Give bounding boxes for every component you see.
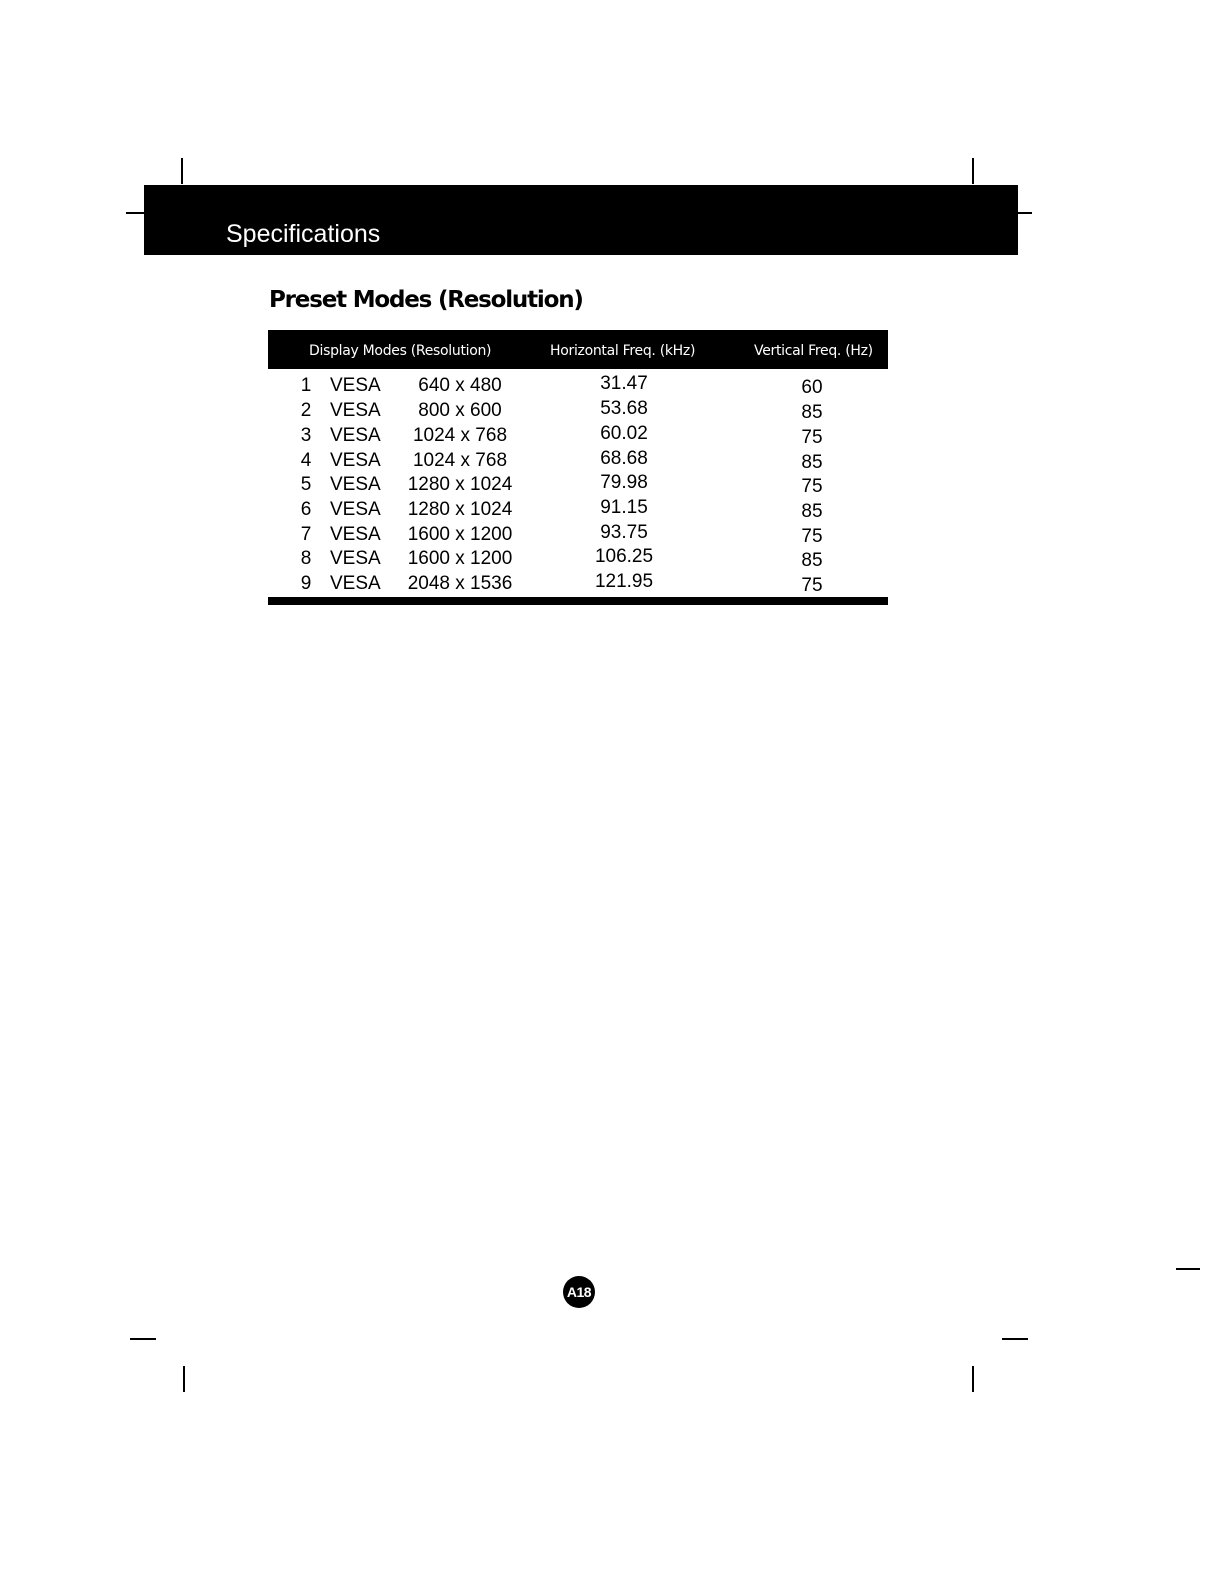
crop-mark-bottom-right-h (1002, 1338, 1028, 1340)
row-standard: VESA (330, 524, 381, 545)
row-resolution: 2048 x 1536 (407, 573, 513, 594)
crop-mark-bottom-right-v (972, 1366, 974, 1392)
row-horizontal-freq: 31.47 (600, 373, 648, 394)
row-vertical-freq: 75 (801, 427, 823, 448)
row-vertical-freq: 60 (801, 377, 823, 398)
row-number: 5 (300, 474, 312, 495)
row-standard: VESA (330, 499, 381, 520)
row-horizontal-freq: 91.15 (600, 497, 648, 518)
row-horizontal-freq: 68.68 (600, 448, 648, 469)
row-standard: VESA (330, 548, 381, 569)
row-number: 4 (300, 450, 312, 471)
crop-mark-top-right (972, 158, 974, 184)
table-bottom-rule (268, 597, 888, 605)
row-number: 2 (300, 400, 312, 421)
crop-mark-left (126, 212, 146, 214)
table-row (268, 499, 888, 523)
row-vertical-freq: 75 (801, 526, 823, 547)
row-horizontal-freq: 79.98 (600, 472, 648, 493)
crop-mark-top-left (181, 158, 183, 184)
row-number: 9 (300, 573, 312, 594)
table-row (268, 474, 888, 498)
table-row (268, 425, 888, 449)
row-vertical-freq: 85 (801, 402, 823, 423)
row-standard: VESA (330, 450, 381, 471)
table-body (268, 369, 888, 597)
row-horizontal-freq: 53.68 (600, 398, 648, 419)
table-row (268, 375, 888, 399)
row-vertical-freq: 75 (801, 575, 823, 596)
row-standard: VESA (330, 375, 381, 396)
column-header-display-modes: Display Modes (Resolution) (309, 343, 492, 359)
table-row (268, 450, 888, 474)
row-resolution: 1280 x 1024 (407, 474, 513, 495)
row-horizontal-freq: 121.95 (594, 571, 654, 592)
row-resolution: 1024 x 768 (412, 450, 508, 471)
row-resolution: 1600 x 1200 (407, 524, 513, 545)
row-vertical-freq: 85 (801, 452, 823, 473)
row-vertical-freq: 85 (801, 550, 823, 571)
row-vertical-freq: 85 (801, 501, 823, 522)
page-number-badge: A18 (563, 1276, 595, 1308)
row-horizontal-freq: 106.25 (594, 546, 654, 567)
column-header-vertical-freq: Vertical Freq. (Hz) (754, 343, 873, 359)
preset-modes-table (268, 330, 888, 605)
table-row (268, 400, 888, 424)
row-resolution: 1280 x 1024 (407, 499, 513, 520)
row-number: 6 (300, 499, 312, 520)
row-standard: VESA (330, 573, 381, 594)
crop-mark-side-right (1176, 1268, 1200, 1270)
row-number: 8 (300, 548, 312, 569)
table-header (268, 330, 888, 369)
row-standard: VESA (330, 425, 381, 446)
header-title: Specifications (226, 220, 381, 248)
crop-mark-bottom-left-v (183, 1366, 185, 1392)
row-resolution: 800 x 600 (418, 400, 502, 421)
row-number: 7 (300, 524, 312, 545)
section-title: Preset Modes (Resolution) (269, 287, 583, 313)
crop-mark-bottom-left-h (130, 1338, 156, 1340)
row-number: 3 (300, 425, 312, 446)
row-standard: VESA (330, 400, 381, 421)
column-header-horizontal-freq: Horizontal Freq. (kHz) (550, 343, 696, 359)
row-horizontal-freq: 93.75 (600, 522, 648, 543)
row-resolution: 1600 x 1200 (407, 548, 513, 569)
header-bar (144, 185, 1018, 255)
table-row (268, 573, 888, 597)
row-number: 1 (300, 375, 312, 396)
table-row (268, 524, 888, 548)
table-row (268, 548, 888, 572)
row-horizontal-freq: 60.02 (600, 423, 648, 444)
row-resolution: 640 x 480 (418, 375, 502, 396)
row-vertical-freq: 75 (801, 476, 823, 497)
row-resolution: 1024 x 768 (412, 425, 508, 446)
row-standard: VESA (330, 474, 381, 495)
